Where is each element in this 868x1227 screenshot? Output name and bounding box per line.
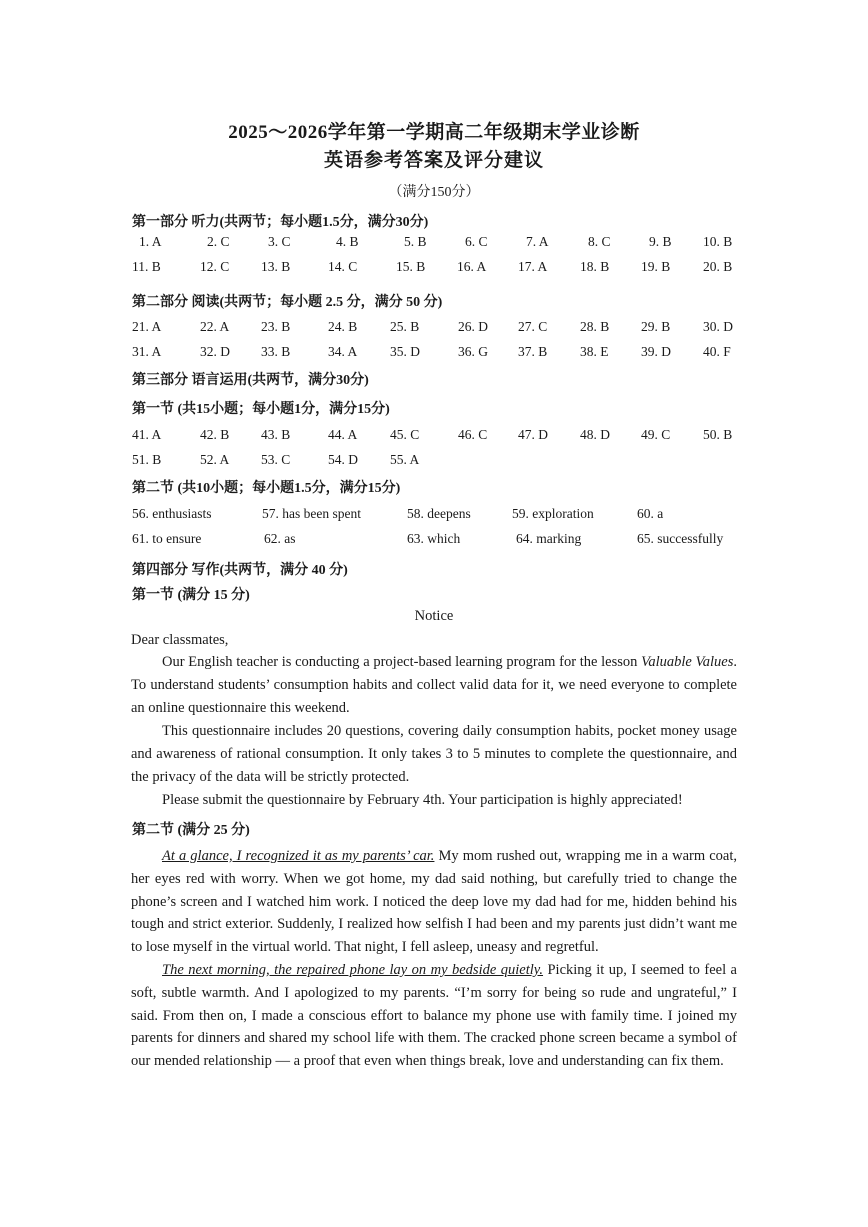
story-p1-body: My mom rushed out, wrapping me in a warm coat, her eyes red with worry. When we got home, my dad said nothing, but carefully tried to change the phone’s screen and I watched him work. I noticed the deep love my dad had for me, hidden behind his tough and strict exterior. Suddenly, I realized how selfish I had been and my parents just didn’t want me to lose myself in the virtual world. That night, I fell asleep, uneasy and regretful. xyxy=(131,848,737,956)
answer-item: 7. A xyxy=(526,234,549,249)
answer-item: 27. C xyxy=(518,319,548,334)
answer-item: 64. marking xyxy=(516,531,582,546)
notice-p1-start: Our English teacher is conducting a project-based learning program for the lesson xyxy=(162,654,642,670)
answer-item: 23. B xyxy=(261,319,291,334)
answer-item: 46. C xyxy=(458,427,488,442)
answer-item: 48. D xyxy=(580,427,610,442)
answer-item: 41. A xyxy=(132,427,162,442)
answer-item: 8. C xyxy=(588,234,611,249)
answer-item: 20. B xyxy=(703,259,733,274)
answer-item: 22. A xyxy=(200,319,230,334)
answer-item: 49. C xyxy=(641,427,671,442)
notice-paragraph-2: This questionnaire includes 20 questions, covering daily consumption habits, pocket money usage and awareness of rational consumption. It only takes 3 to 5 minutes to complete the questionnaire, and the privacy of the data will be strictly protected. xyxy=(131,723,737,785)
answer-item: 60. a xyxy=(637,506,664,521)
answer-item: 33. B xyxy=(261,344,291,359)
answer-item: 57. has been spent xyxy=(262,506,361,521)
answer-item: 39. D xyxy=(641,344,671,359)
story-paragraph-1 xyxy=(131,845,737,959)
answer-item: 54. D xyxy=(328,452,358,467)
answer-item: 1. A xyxy=(139,234,162,249)
answer-item: 14. C xyxy=(328,259,358,274)
part3-section2-heading: 第二节 (共10小题；每小题1.5分，满分15分) xyxy=(132,481,401,496)
story-p2-body: Picking it up, I seemed to feel a soft, subtle warmth. And I apologized to my parents. “I’m sorry for being so rude and ungrateful,” I said. From then on, I made a conscious effort to balance my phone use with family time. I joined my parents for dinners and shared my school life with them. The cracked phone screen became a symbol of our mended relationship — a proof that even when things break, love and understanding can fix them. xyxy=(131,962,737,1070)
notice-p1-end: . To understand students’ consumption habits and collect valid data for it, we need everyone to complete an online questionnaire this weekend. xyxy=(131,654,737,716)
salutation: Dear classmates, xyxy=(131,632,229,648)
story-paragraph-2 xyxy=(131,959,737,1073)
answer-item: 19. B xyxy=(641,259,671,274)
part4-section2-heading: 第二节 (满分 25 分) xyxy=(132,823,250,838)
answer-item: 59. exploration xyxy=(512,506,594,521)
notice-title: Notice xyxy=(414,608,454,624)
answer-item: 43. B xyxy=(261,427,291,442)
answer-item: 63. which xyxy=(407,531,461,546)
full-score: （满分150分） xyxy=(388,185,480,200)
answer-item: 51. B xyxy=(132,452,162,467)
answer-item: 50. B xyxy=(703,427,733,442)
answer-item: 28. B xyxy=(580,319,610,334)
answer-item: 10. B xyxy=(703,234,733,249)
answer-item: 11. B xyxy=(132,259,161,274)
document-subtitle: 英语参考答案及评分建议 xyxy=(323,150,544,171)
answer-item: 18. B xyxy=(580,259,610,274)
answer-item: 24. B xyxy=(328,319,358,334)
answer-item: 52. A xyxy=(200,452,230,467)
answer-item: 21. A xyxy=(132,319,162,334)
answer-item: 45. C xyxy=(390,427,420,442)
answer-item: 29. B xyxy=(641,319,671,334)
answer-item: 56. enthusiasts xyxy=(132,506,212,521)
answer-item: 37. B xyxy=(518,344,548,359)
answer-item: 2. C xyxy=(207,234,230,249)
part4-heading: 第四部分 写作(共两节，满分 40 分) xyxy=(132,563,348,578)
answer-item: 25. B xyxy=(390,319,420,334)
answer-item: 26. D xyxy=(458,319,488,334)
notice-paragraph-3: Please submit the questionnaire by February 4th. Your participation is highly appreciated! xyxy=(162,792,683,808)
answer-item: 3. C xyxy=(268,234,291,249)
answer-item: 13. B xyxy=(261,259,291,274)
answer-item: 5. B xyxy=(404,234,427,249)
part3-heading: 第三部分 语言运用(共两节，满分30分) xyxy=(132,373,369,388)
part1-heading: 第一部分 听力(共两节；每小题1.5分，满分30分) xyxy=(132,215,429,230)
answer-item: 32. D xyxy=(200,344,230,359)
answer-item: 61. to ensure xyxy=(132,531,202,546)
part2-heading: 第二部分 阅读(共两节；每小题 2.5 分，满分 50 分) xyxy=(132,295,443,310)
answer-item: 15. B xyxy=(396,259,426,274)
answer-item: 9. B xyxy=(649,234,672,249)
answer-item: 42. B xyxy=(200,427,230,442)
story-p1-lead: At a glance, I recognized it as my parents’ car. xyxy=(162,848,435,864)
answer-item: 44. A xyxy=(328,427,358,442)
answer-item: 31. A xyxy=(132,344,162,359)
answer-item: 34. A xyxy=(328,344,358,359)
answer-item: 12. C xyxy=(200,259,230,274)
answer-item: 16. A xyxy=(457,259,487,274)
notice-paragraph-1 xyxy=(131,651,737,719)
answer-item: 65. successfully xyxy=(637,531,724,546)
answer-item: 17. A xyxy=(518,259,548,274)
answer-item: 47. D xyxy=(518,427,548,442)
answer-item: 58. deepens xyxy=(407,506,471,521)
answer-item: 38. E xyxy=(580,344,609,359)
answer-item: 4. B xyxy=(336,234,359,249)
part3-section1-heading: 第一节 (共15小题；每小题1分，满分15分) xyxy=(132,402,390,417)
document-title: 2025～2026学年第一学期高二年级期末学业诊断 xyxy=(228,122,640,143)
answer-item: 35. D xyxy=(390,344,420,359)
story-p2-lead: The next morning, the repaired phone lay on my bedside quietly. xyxy=(162,962,544,978)
answer-item: 62. as xyxy=(264,531,296,546)
answer-item: 6. C xyxy=(465,234,488,249)
answer-item: 55. A xyxy=(390,452,420,467)
lesson-title: Valuable Values xyxy=(641,654,734,670)
answer-item: 53. C xyxy=(261,452,291,467)
answer-item: 36. G xyxy=(458,344,488,359)
answer-item: 40. F xyxy=(703,344,731,359)
answer-item: 30. D xyxy=(703,319,733,334)
part4-section1-heading: 第一节 (满分 15 分) xyxy=(132,588,250,603)
